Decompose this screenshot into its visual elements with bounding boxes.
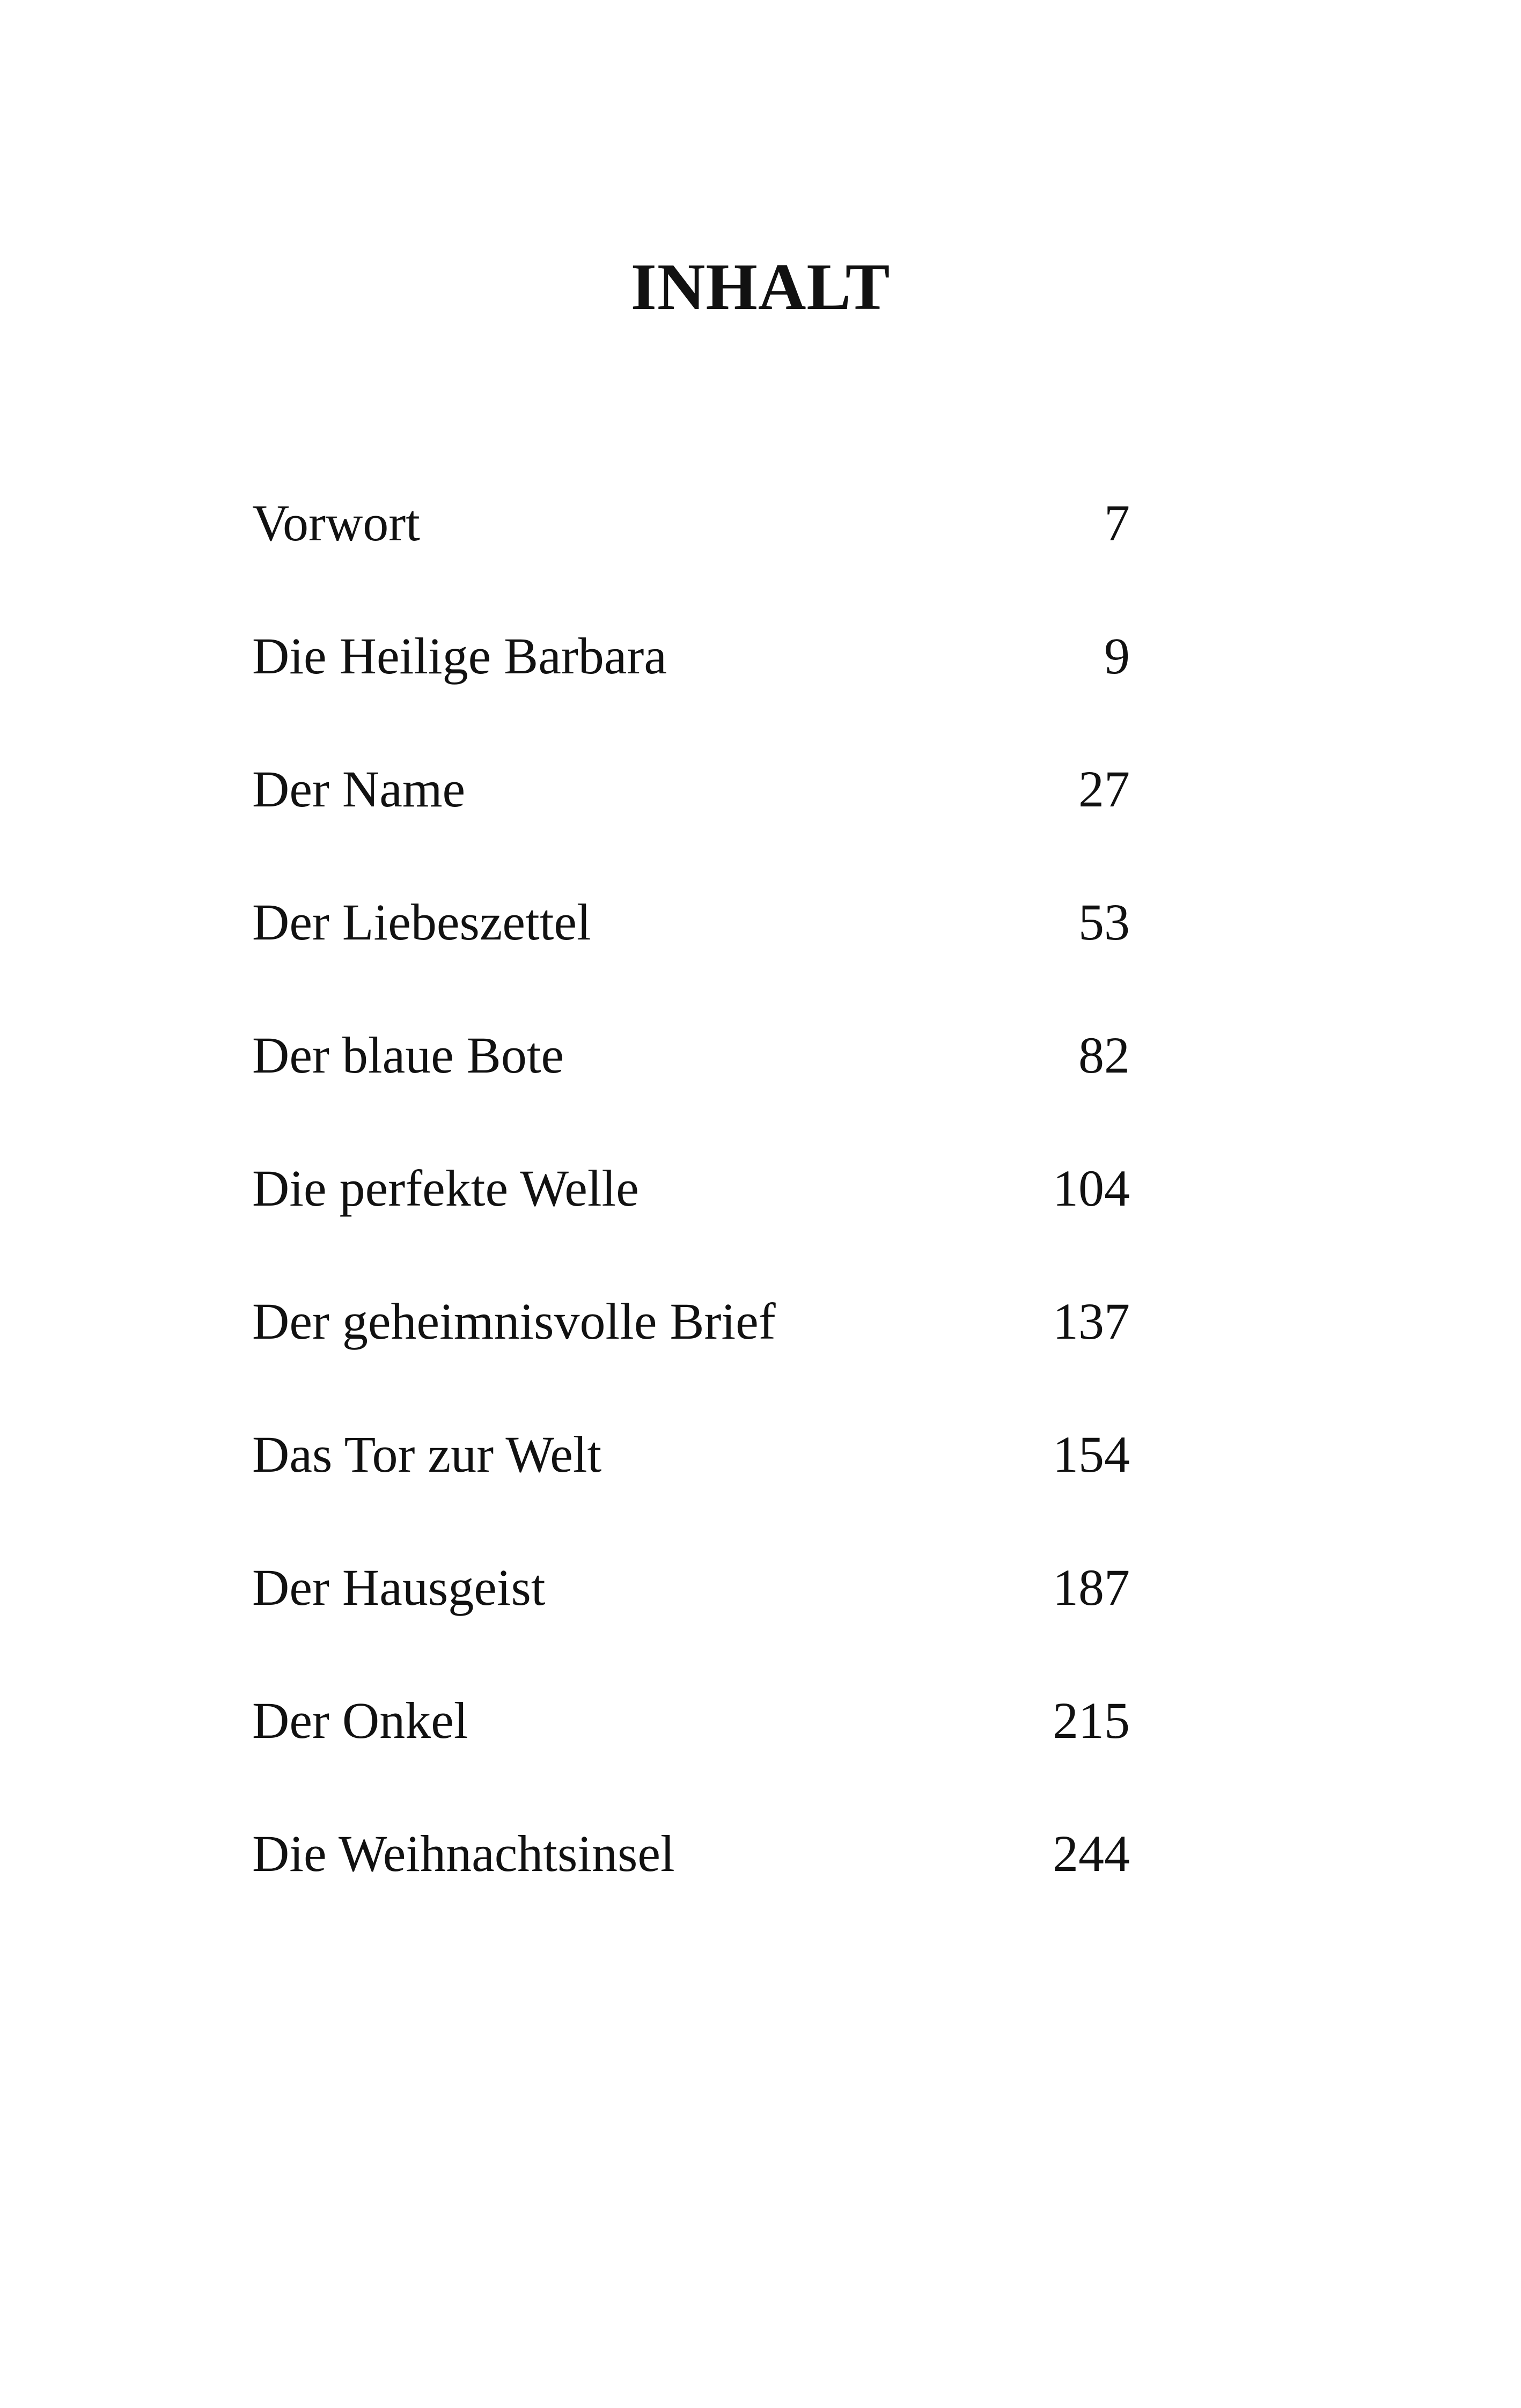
toc-entry-title: Der Onkel — [252, 1692, 468, 1749]
toc-entry-title: Der Name — [252, 760, 466, 818]
toc-entry-title: Die perfekte Welle — [252, 1159, 639, 1217]
table-of-contents — [252, 0, 1130, 2408]
page-title: INHALT — [630, 250, 891, 324]
toc-entry-title: Das Tor zur Welt — [252, 1426, 602, 1483]
toc-entry-page-number: 244 — [1053, 1825, 1130, 1882]
toc-entry — [252, 619, 1130, 694]
toc-entry — [252, 1550, 1130, 1625]
toc-entry-page-number: 53 — [1078, 893, 1130, 951]
toc-entry-page-number: 187 — [1053, 1559, 1130, 1616]
toc-entry-page-number: 82 — [1078, 1026, 1130, 1084]
toc-entry-title: Der geheimnisvolle Brief — [252, 1293, 776, 1350]
toc-entry-page-number: 9 — [1104, 627, 1130, 685]
toc-entry — [252, 885, 1130, 960]
toc-entry-title: Die Weihnachtsinsel — [252, 1825, 675, 1882]
toc-entry — [252, 1417, 1130, 1492]
toc-entry-page-number: 137 — [1053, 1293, 1130, 1350]
toc-entry — [252, 752, 1130, 827]
toc-entry — [252, 1816, 1130, 1891]
toc-entry — [252, 1683, 1130, 1758]
toc-entry-title: Vorwort — [252, 494, 420, 552]
toc-entry-page-number: 7 — [1104, 494, 1130, 552]
toc-entry-title: Der Hausgeist — [252, 1559, 546, 1616]
toc-entry-page-number: 27 — [1078, 760, 1130, 818]
toc-entry-page-number: 154 — [1053, 1426, 1130, 1483]
toc-entry-title: Der Liebeszettel — [252, 893, 591, 951]
toc-entry — [252, 486, 1130, 561]
toc-entry-title: Der blaue Bote — [252, 1026, 564, 1084]
toc-entry — [252, 1151, 1130, 1226]
toc-entry — [252, 1284, 1130, 1359]
toc-entry — [252, 1018, 1130, 1093]
toc-entry-page-number: 215 — [1053, 1692, 1130, 1749]
toc-entry-page-number: 104 — [1053, 1159, 1130, 1217]
toc-entry-title: Die Heilige Barbara — [252, 627, 667, 685]
